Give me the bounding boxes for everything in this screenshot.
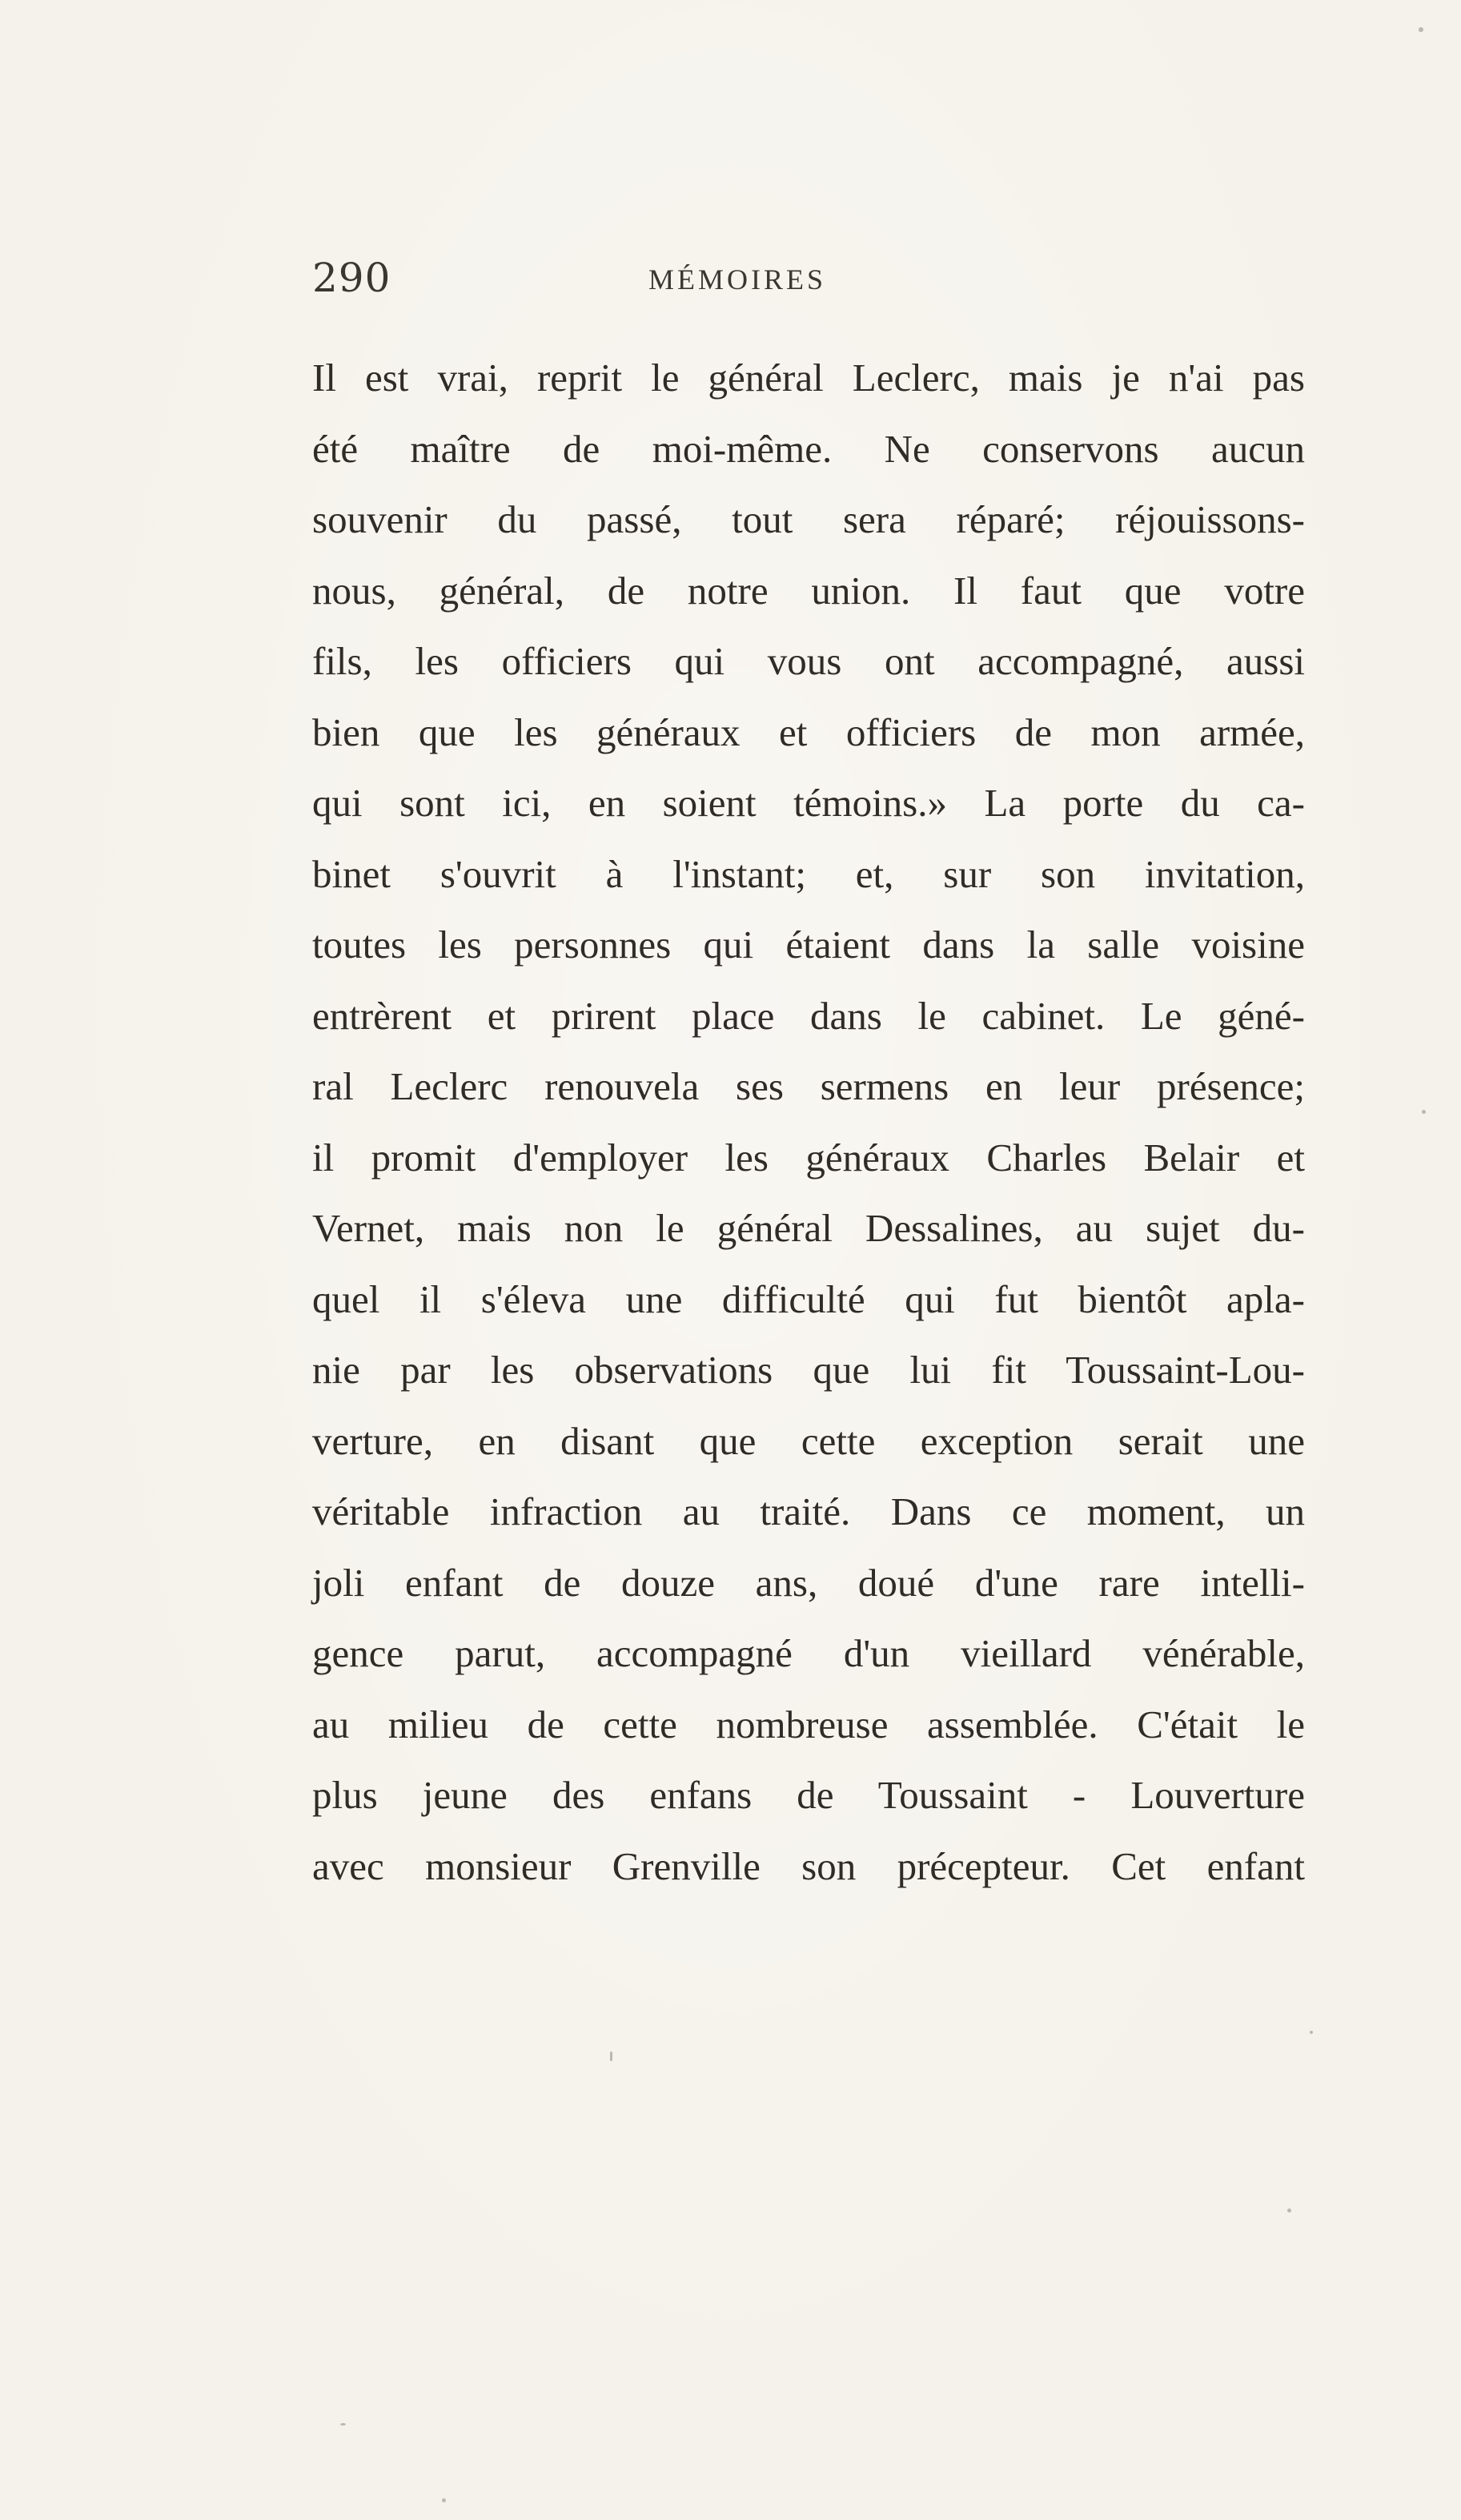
text-line: nous, général, de notre union. Il faut que votre xyxy=(312,568,1305,613)
text-line: souvenir du passé, tout sera réparé; réjouissons- xyxy=(312,497,1305,541)
text-line: fils, les officiers qui vous ont accompagné, aussi xyxy=(312,639,1305,683)
text-line: nie par les observations que lui fit Toussaint-Lou- xyxy=(312,1348,1305,1392)
page-number: 290 xyxy=(312,255,391,301)
paper-speck xyxy=(442,2498,446,2502)
text-line: qui sont ici, en soient témoins.» La porte du ca- xyxy=(312,781,1305,825)
text-line: bien que les généraux et officiers de mon armée, xyxy=(312,709,1305,754)
text-line: joli enfant de douze ans, doué d'une rare intelli- xyxy=(312,1560,1305,1605)
running-head: MÉMOIRES xyxy=(648,263,827,295)
text-line: toutes les personnes qui étaient dans la salle voisine xyxy=(312,922,1305,967)
text-line: il promit d'employer les généraux Charles Belair et xyxy=(312,1135,1305,1180)
body-text xyxy=(312,343,1305,1902)
text-line: au milieu de cette nombreuse assemblée. C'était le xyxy=(312,1702,1305,1746)
text-line: quel il s'éleva une difficulté qui fut bientôt apla- xyxy=(312,1276,1305,1321)
paper-speck xyxy=(1419,27,1423,32)
paper-speck xyxy=(610,2052,612,2061)
paper-speck xyxy=(340,2423,346,2426)
paper-speck xyxy=(1310,2031,1313,2034)
page-header xyxy=(312,255,1313,311)
text-line: été maître de moi-même. Ne conservons aucun xyxy=(312,426,1305,471)
text-line: Il est vrai, reprit le général Leclerc, mais je n'ai pas xyxy=(312,356,1305,400)
text-line: avec monsieur Grenville son précepteur. Cet enfant xyxy=(312,1843,1305,1888)
text-line: entrèrent et prirent place dans le cabinet. Le géné- xyxy=(312,993,1305,1038)
text-line: Vernet, mais non le général Dessalines, au sujet du- xyxy=(312,1206,1305,1250)
text-line: véritable infraction au traité. Dans ce moment, un xyxy=(312,1489,1305,1533)
paper-speck xyxy=(1422,1110,1426,1114)
text-line: plus jeune des enfans de Toussaint - Louverture xyxy=(312,1773,1305,1817)
text-line: binet s'ouvrit à l'instant; et, sur son invitation, xyxy=(312,851,1305,896)
paper-speck xyxy=(1287,2209,1291,2213)
text-line: ral Leclerc renouvela ses sermens en leur présence; xyxy=(312,1064,1305,1108)
text-line: gence parut, accompagné d'un vieillard vénérable, xyxy=(312,1631,1305,1675)
text-line: verture, en disant que cette exception serait une xyxy=(312,1418,1305,1463)
